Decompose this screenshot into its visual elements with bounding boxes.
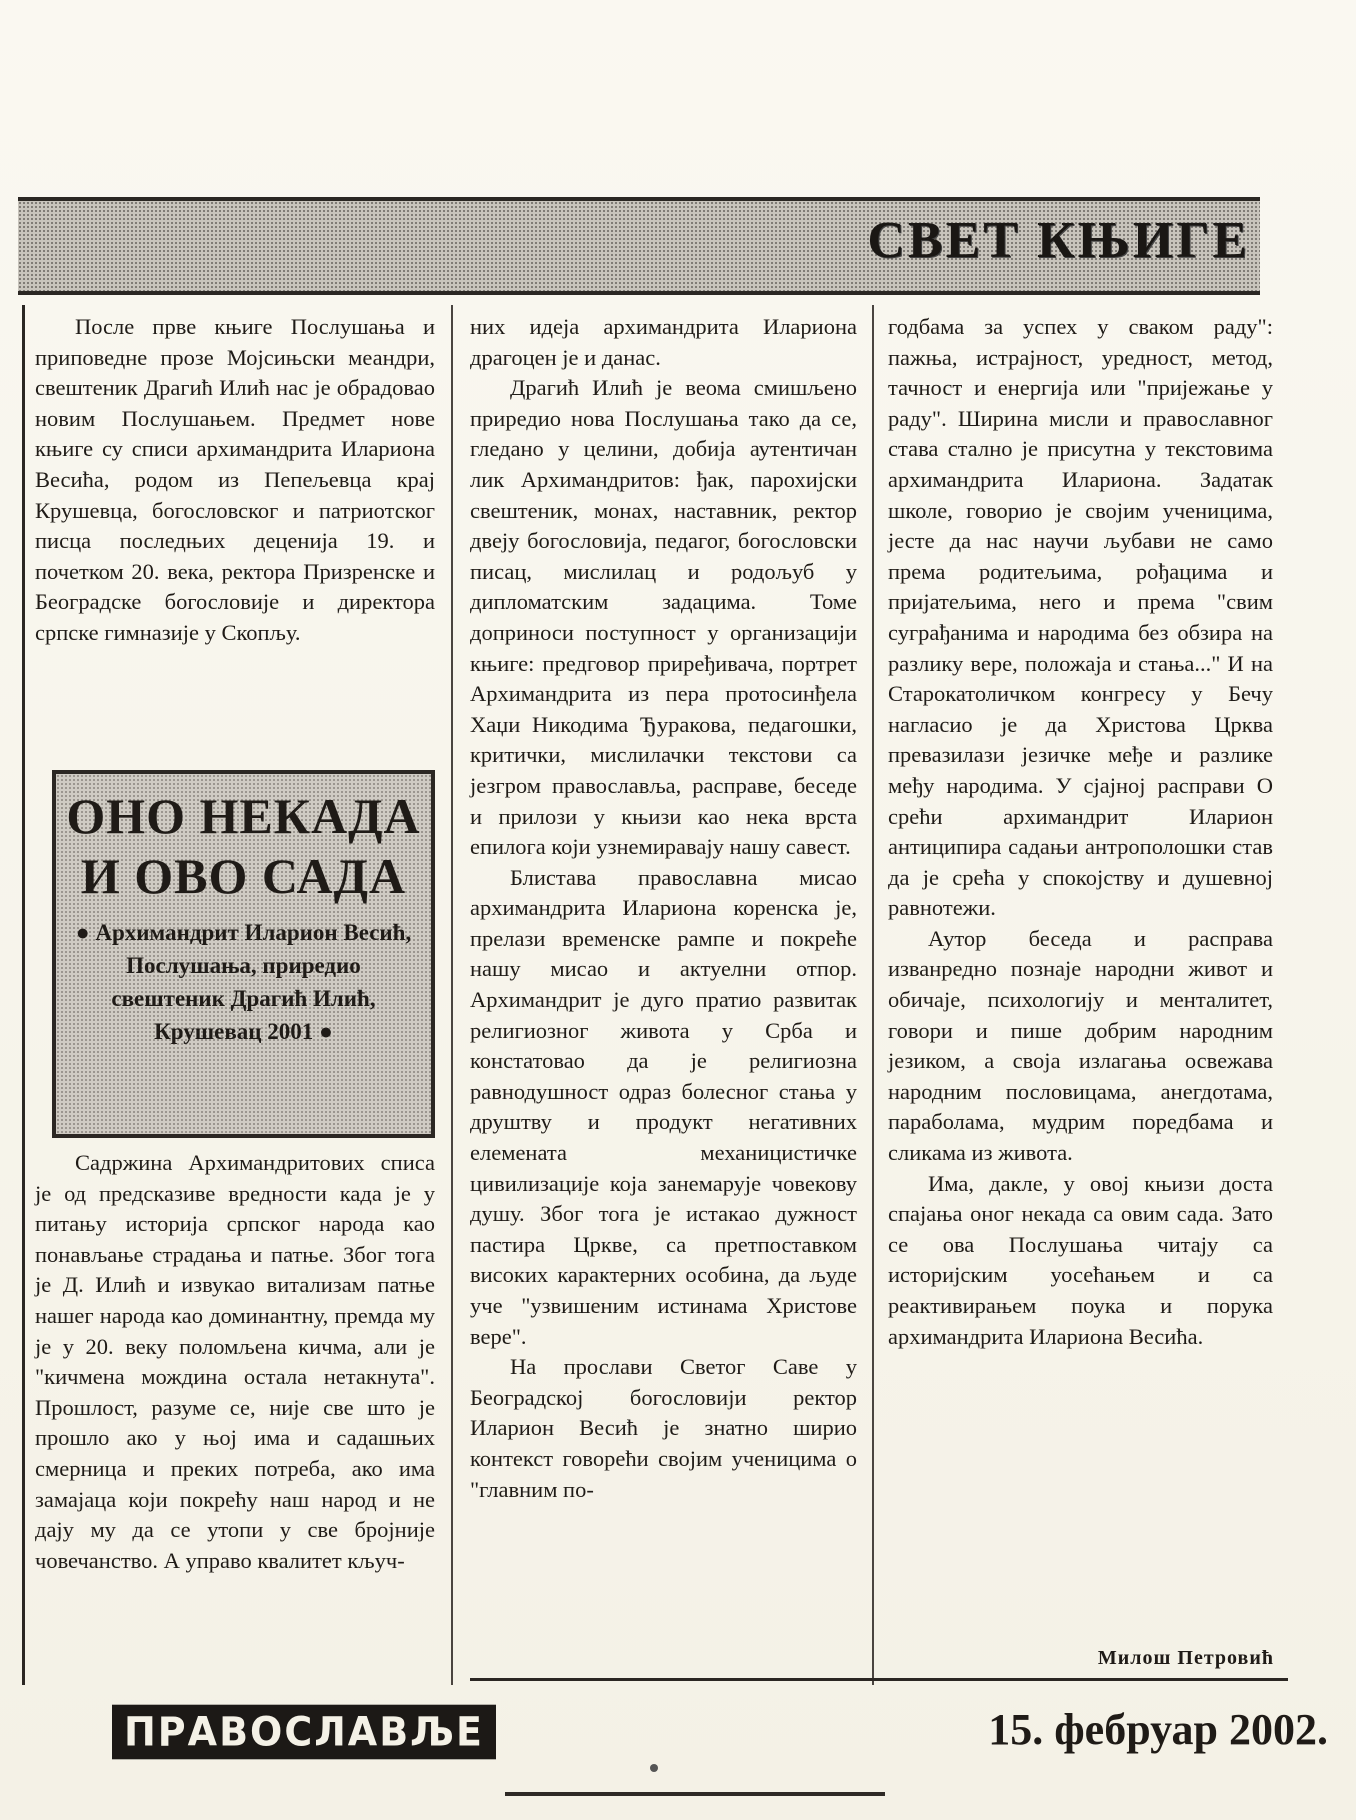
publication-masthead: ПРАВОСЛАВЉЕ xyxy=(112,1705,496,1760)
article-paragraph: Аутор беседа и расправа изванредно познаје народни живот и обичаје, психологију и менталитет, говори и пише добрим народним језиком, а своја излагања освежава народним пословицама, анегдотама, параболама, мудрим поредбама и сликама из живота. xyxy=(888,925,1273,1166)
section-title: СВЕТ КЊИГЕ xyxy=(867,212,1250,269)
article-paragraph: Има, дакле, у овој књизи доста спајања оног некада са овим сада. Зато се ова Послушања читају са историјским уосећањем и са реактивирањем поука и порука архимандрита Илариона Весића. xyxy=(888,1170,1273,1349)
article-paragraph: После прве књиге Послушања и приповедне прозе Мојсињски меандри, свештеник Драгић Илић нас је обрадовао новим Послушањем. Предмет нове књиге су списи архимандрита Илариона Весића, родом из Пепељевца крај Крушевца, богословског и патриотског писца последњих деценија 19. и почетком 20. века, ректора Призренске и Београдске богословије и директора српске гимназије у Скопљу. xyxy=(35,314,435,645)
article-paragraph: Драгић Илић је веома смишљено приредио нова Послушања тако да се, гледано у целини, добија аутентичан лик Архимандритов: ђак, парохијски свештеник, монах, наставник, ректор двеју богословија, педагог, богословски писац, мислилац и родољуб у дипломатским задацима. Томе доприноси поступност у организацији књиге: предговор приређивача, портрет Архимандрита из пера протосинђела Хаџи Никодима Ђуракова, педагошки, критички, мислилачки текстови са језгром православља, расправе, беседе и прилози у књизи као нека врста епилога који узнемиравају нашу савест. xyxy=(470,375,857,860)
headline-box xyxy=(52,770,435,1138)
article-headline: ОНО НЕКАДА И ОВО САДА xyxy=(66,788,421,904)
scan-edge-line xyxy=(505,1792,885,1796)
publication-date: 15. фебруар 2002. xyxy=(988,1705,1328,1754)
article-paragraph: Садржина Архимандритових списа је од предсказиве вредности када је у питању историја српског народа као понављање страдања и патње. Због тога је Д. Илић и извукао витализам патње нашег народа као доминантну, премда му је у 20. веку поломљена кичма, али је "кичмена мождина остала нетакнута". Прошлост, разуме се, није све што је прошло ако у њој има и садашњих смерница и преких потреба, ако има замајаца који покрећу наш народ и не дају му да се утопи у све бројније човечанство. А управо квалитет кључ- xyxy=(35,1150,435,1573)
column-divider-2 xyxy=(872,305,874,1685)
article-paragraph: них идеја архимандрита Илариона драгоцен је и данас. xyxy=(470,314,857,370)
article-column-2 xyxy=(470,312,857,1505)
author-byline: Милош Петровић xyxy=(1097,1647,1274,1669)
article-column-1-continued xyxy=(35,1148,435,1576)
column-divider-1 xyxy=(451,305,453,1685)
article-column-1 xyxy=(35,312,435,649)
article-paragraph: годбама за успех у сваком раду": пажња, истрајност, уредност, метод, тачност и енергија или "пријежање у раду". Ширина мисли и православног става стално је присутна у текстовима архимандрита Илариона. Задатак школе, говорио је својим ученицима, јесте да нас научи љубави не само према родитељима, рођацима и пријатељима, него и према "свим суграђанима и народима без обзира на разлику вере, положаја и стања..." И на Старокатоличком конгресу у Бечу нагласио је да Христова Црква превазилази језичке међе и разлике међу народима. У сјајној расправи О срећи архимандрит Иларион антиципира садањи антрополошки став да је срећа у спокојству и душевној равнотежи. xyxy=(888,314,1273,921)
article-paragraph: На прослави Светог Саве у Београдској богословији ректор Иларион Весић је знатно ширио контекст говорећи својим ученицима о "главним по- xyxy=(470,1354,857,1502)
scan-dot xyxy=(650,1764,658,1772)
article-paragraph: Блистава православна мисао архимандрита Илариона коренска је, прелази временске рампе и покреће нашу мисао и актуелни отпор. Архимандрит је дуго пратио развитак религиозног живота у Срба и констатовао да је религиозна равнодушност одраз болесног стања у друштву и продукт негативних елемената механицистичке цивилизације која занемарује човекову душу. Због тога је истакао дужност пастира Цркве, са претпоставком високих карактерних особина, да људе уче "узвишеним истинама Христове вере". xyxy=(470,864,857,1349)
bottom-rule xyxy=(470,1678,1288,1681)
article-column-3 xyxy=(888,312,1273,1352)
book-info: ● Архимандрит Иларион Весић, Послушања, приредио свештеник Драгић Илић, Крушевац 2001 ● xyxy=(75,920,412,1044)
column-rule-left xyxy=(22,305,25,1685)
section-banner xyxy=(18,197,1260,295)
